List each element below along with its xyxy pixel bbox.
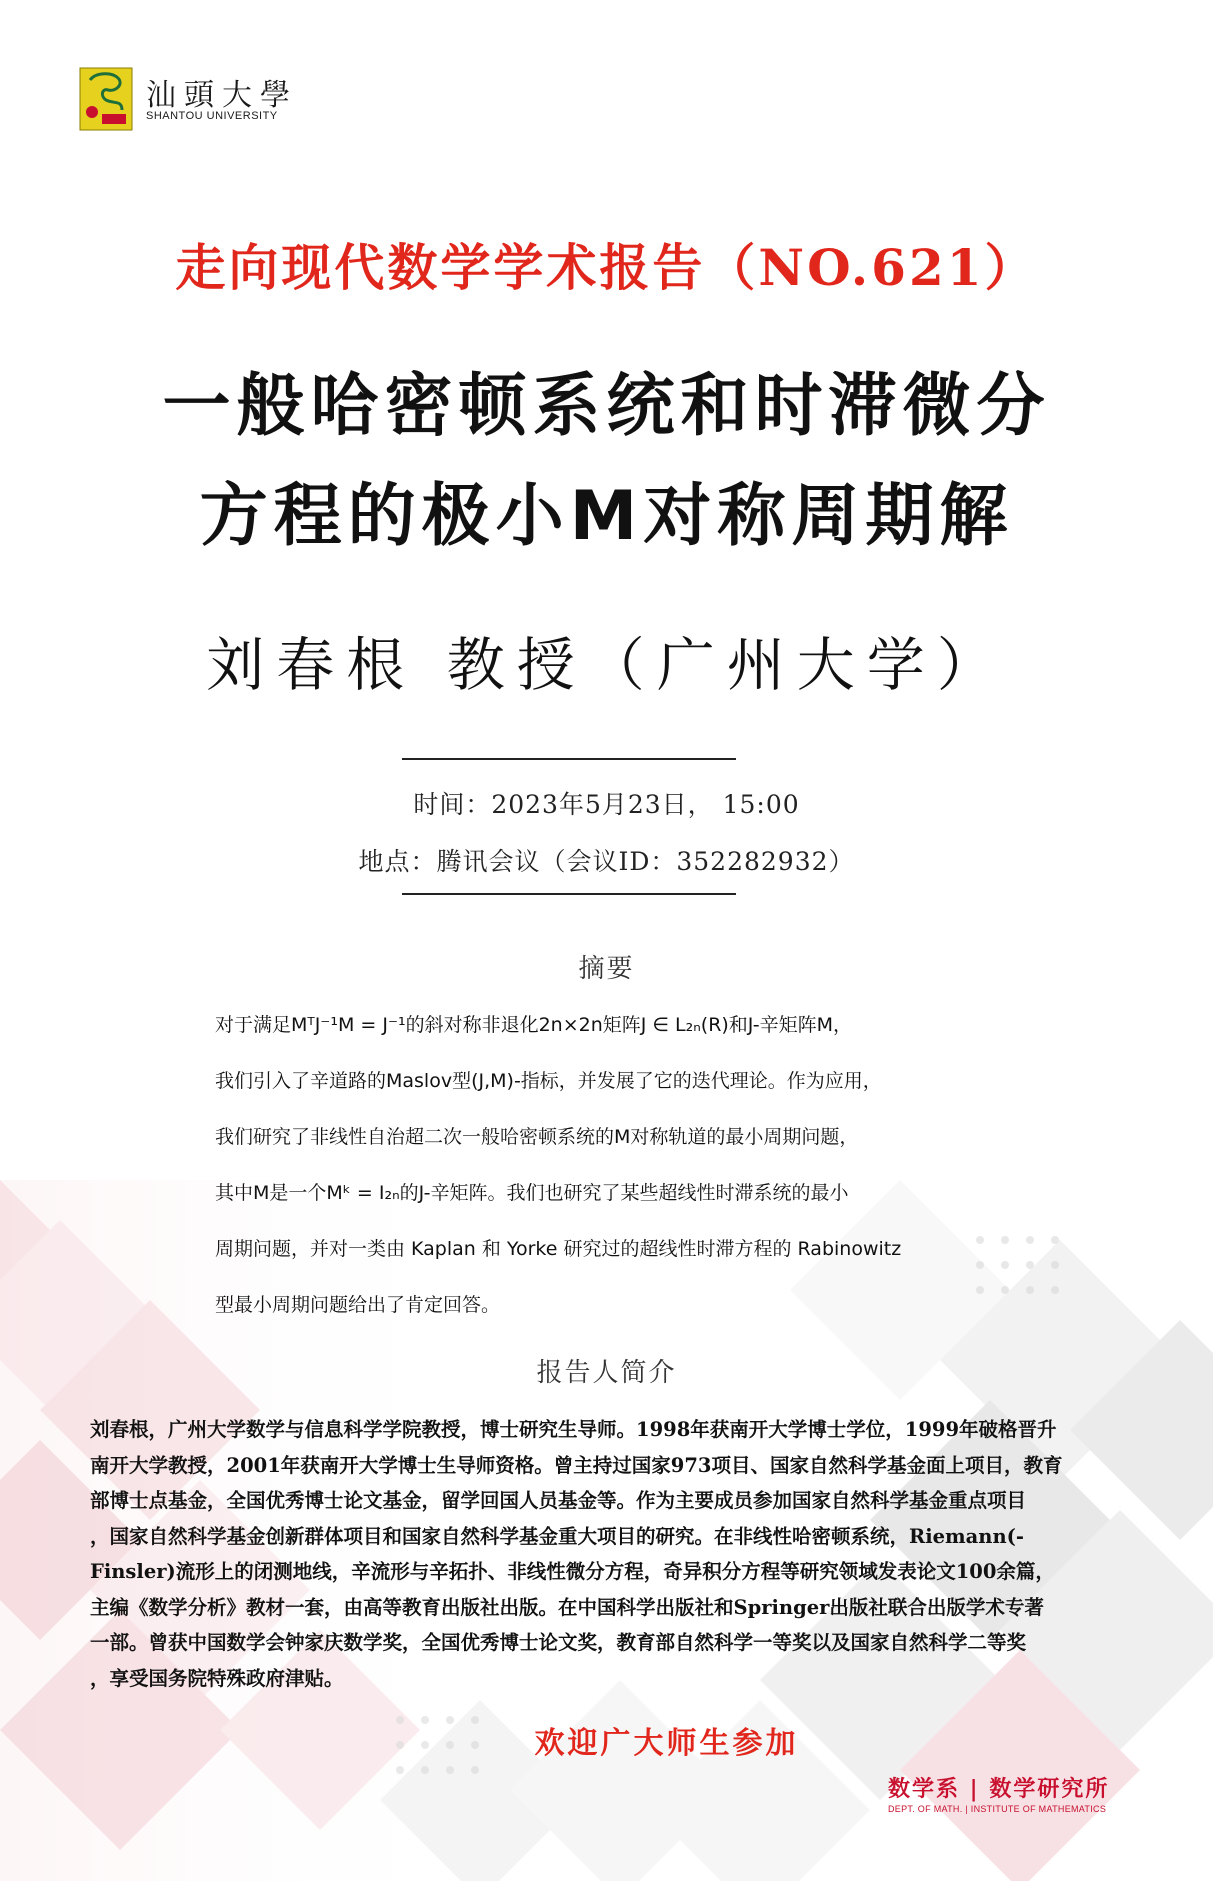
bio-line: 部博士点基金，全国优秀博士论文基金，留学回国人员基金等。作为主要成员参加国家自然科学基金重点项目 <box>90 1489 1027 1512</box>
department-name-cn: 数学系 | 数学研究所 <box>888 1776 1110 1802</box>
bio-line: ，享受国务院特殊政府津贴。 <box>90 1666 344 1690</box>
welcome-message: 欢迎广大师生参加 <box>534 1726 799 1761</box>
abstract-line: 对于满足MᵀJ⁻¹M = J⁻¹的斜对称非退化2n×2n矩阵J ∈ L₂ₙ(R)和J-辛矩阵M， <box>215 1014 852 1036</box>
bio-body <box>90 1414 1150 1698</box>
abstract-line: 周期问题，并对一类由 Kaplan 和 Yorke 研究过的超线性时滞方程的 Rabinowitz <box>215 1238 902 1260</box>
university-logo <box>78 66 318 136</box>
bio-line: ，国家自然科学基金创新群体项目和国家自然科学基金重大项目的研究。在非线性哈密顿系统，Riemann(- <box>90 1524 1024 1548</box>
divider-top <box>402 758 736 760</box>
bio-line: 南开大学教授，2001年获南开大学博士生导师资格。曾主持过国家973项目、国家自然科学基金面上项目，教育 <box>90 1453 1063 1477</box>
talk-time: 时间：2023年5月23日， 15:00 <box>413 790 800 819</box>
abstract-body <box>215 1010 975 1346</box>
university-emblem-icon <box>78 66 134 132</box>
abstract-line: 我们引入了辛道路的Maslov型(J,M)-指标，并发展了它的迭代理论。作为应用， <box>215 1070 882 1092</box>
talk-place: 地点：腾讯会议（会议ID：352282932） <box>358 847 855 876</box>
abstract-line: 型最小周期问题给出了肯定回答。 <box>215 1294 501 1316</box>
bio-line: 主编《数学分析》教材一套，由高等教育出版社出版。在中国科学出版社和Springer出版社联合出版学术专著 <box>90 1595 1044 1619</box>
speaker-name: 刘春根 教授（广州大学） <box>206 631 1007 699</box>
series-title: 走向现代数学学术报告（NO.621） <box>175 238 1038 297</box>
logo-name-cn: 汕頭大學 <box>146 78 298 113</box>
bio-heading: 报告人简介 <box>536 1358 677 1388</box>
bio-line: 刘春根，广州大学数学与信息科学学院教授，博士研究生导师。1998年获南开大学博士学位，1999年破格晋升 <box>90 1418 1057 1441</box>
department-logo <box>888 1772 1128 1822</box>
department-name-en: DEPT. OF MATH. | INSTITUTE OF MATHEMATICS <box>888 1804 1107 1814</box>
logo-name-en: SHANTOU UNIVERSITY <box>146 110 278 122</box>
talk-title-line1: 一般哈密顿系统和时滞微分 <box>162 367 1051 446</box>
bio-line: 一部。曾获中国数学会钟家庆数学奖，全国优秀博士论文奖，教育部自然科学一等奖以及国家自然科学二等奖 <box>90 1631 1027 1654</box>
abstract-line: 其中M是一个Mᵏ = I₂ₙ的J-辛矩阵。我们也研究了某些超线性时滞系统的最小 <box>215 1182 849 1204</box>
divider-bottom <box>402 893 736 895</box>
talk-title-line2: 方程的极小M对称周期解 <box>199 477 1014 556</box>
abstract-line: 我们研究了非线性自治超二次一般哈密顿系统的M对称轨道的最小周期问题， <box>215 1126 859 1148</box>
bio-line: Finsler)流形上的闭测地线，辛流形与辛拓扑、非线性微分方程，奇异积分方程等研究领域发表论文100余篇， <box>90 1560 1055 1583</box>
abstract-heading: 摘要 <box>578 954 635 984</box>
